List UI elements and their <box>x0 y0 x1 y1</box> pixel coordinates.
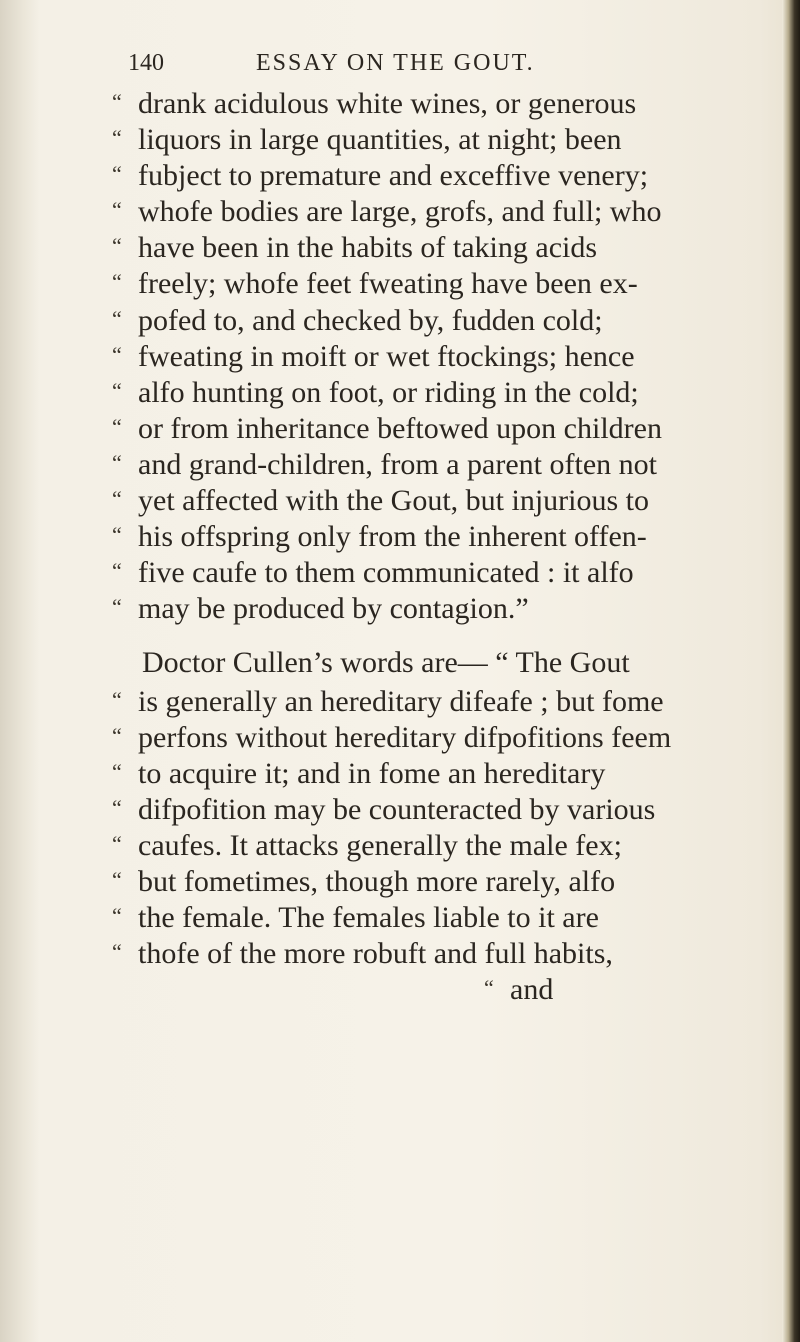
quote-mark: “ <box>112 866 122 892</box>
text-line: Doctor Cullen’s words are— “ The Gout <box>142 646 630 680</box>
quote-mark: “ <box>112 903 122 929</box>
text-line: “ fubject to premature and exceffive venery; <box>112 156 712 192</box>
text-line: “ perfons without hereditary difpofitions feem <box>112 718 712 754</box>
text-line: “ whofe bodies are large, grofs, and full; who <box>112 192 712 228</box>
page-edge-shadow <box>782 0 800 1342</box>
page-number: 140 <box>128 50 164 76</box>
text-line: “ and grand-children, from a parent often not <box>112 445 712 481</box>
text-line: “ thofe of the more robuft and full habits, <box>112 934 712 970</box>
quote-mark: “ <box>112 125 122 151</box>
quote-mark: “ <box>112 486 122 512</box>
quote-mark: “ <box>112 449 122 475</box>
text-line: “ fweating in moift or wet ftockings; hence <box>112 337 712 373</box>
text-line: “ five caufe to them communicated : it alfo <box>112 553 712 589</box>
page-body <box>112 84 712 1006</box>
running-title: ESSAY ON THE GOUT. <box>256 50 535 76</box>
quote-mark: “ <box>112 89 122 114</box>
quote-mark: “ <box>484 975 494 1001</box>
quote-mark: “ <box>112 377 122 403</box>
text-line: “ drank acidulous white wines, or generous <box>112 84 712 120</box>
text-line: “ to acquire it; and in fome an hereditary <box>112 754 712 790</box>
text-line: “ freely; whofe feet fweating have been ex- <box>112 264 712 300</box>
quote-mark: “ <box>112 722 122 748</box>
running-header <box>128 50 590 84</box>
quote-mark: “ <box>112 305 122 331</box>
text-line: “ his offspring only from the inherent offen- <box>112 517 712 553</box>
quote-mark: “ <box>112 939 122 965</box>
quote-mark: “ <box>112 794 122 820</box>
text-line: “ difpofition may be counteracted by various <box>112 790 712 826</box>
quote-mark: “ <box>112 413 122 439</box>
text-line: “ have been in the habits of taking acids <box>112 228 712 264</box>
text-line: “ yet affected with the Gout, but injurious to <box>112 481 712 517</box>
text-line: “ is generally an hereditary difeafe ; but fome <box>112 682 712 718</box>
quote-mark: “ <box>112 522 122 548</box>
text-line: “ pofed to, and checked by, fudden cold; <box>112 301 712 337</box>
text-line: “ or from inheritance beftowed upon children <box>112 409 712 445</box>
text-line: “ alfo hunting on foot, or riding in the cold; <box>112 373 712 409</box>
quote-mark: “ <box>112 197 122 223</box>
text-line: “ caufes. It attacks generally the male fex; <box>112 826 712 862</box>
quote-mark: “ <box>112 830 122 856</box>
quote-mark: “ <box>112 686 122 712</box>
quote-mark: “ <box>112 758 122 784</box>
text-line: “ but fometimes, though more rarely, alfo <box>112 862 712 898</box>
quote-mark: “ <box>112 161 122 187</box>
quote-mark: “ <box>112 233 122 259</box>
paragraph-gap <box>112 625 712 645</box>
quote-mark: “ <box>112 269 122 295</box>
text-line: “ the female. The females liable to it are <box>112 898 712 934</box>
quote-mark: “ <box>112 341 122 367</box>
page-gutter-shadow <box>0 0 40 1342</box>
text-line: “ liquors in large quantities, at night; been <box>112 120 712 156</box>
catchword: “ and <box>112 970 712 1006</box>
quote-mark: “ <box>112 594 122 620</box>
quote-mark: “ <box>112 558 122 584</box>
text-line: “ may be produced by contagion.” <box>112 589 712 625</box>
